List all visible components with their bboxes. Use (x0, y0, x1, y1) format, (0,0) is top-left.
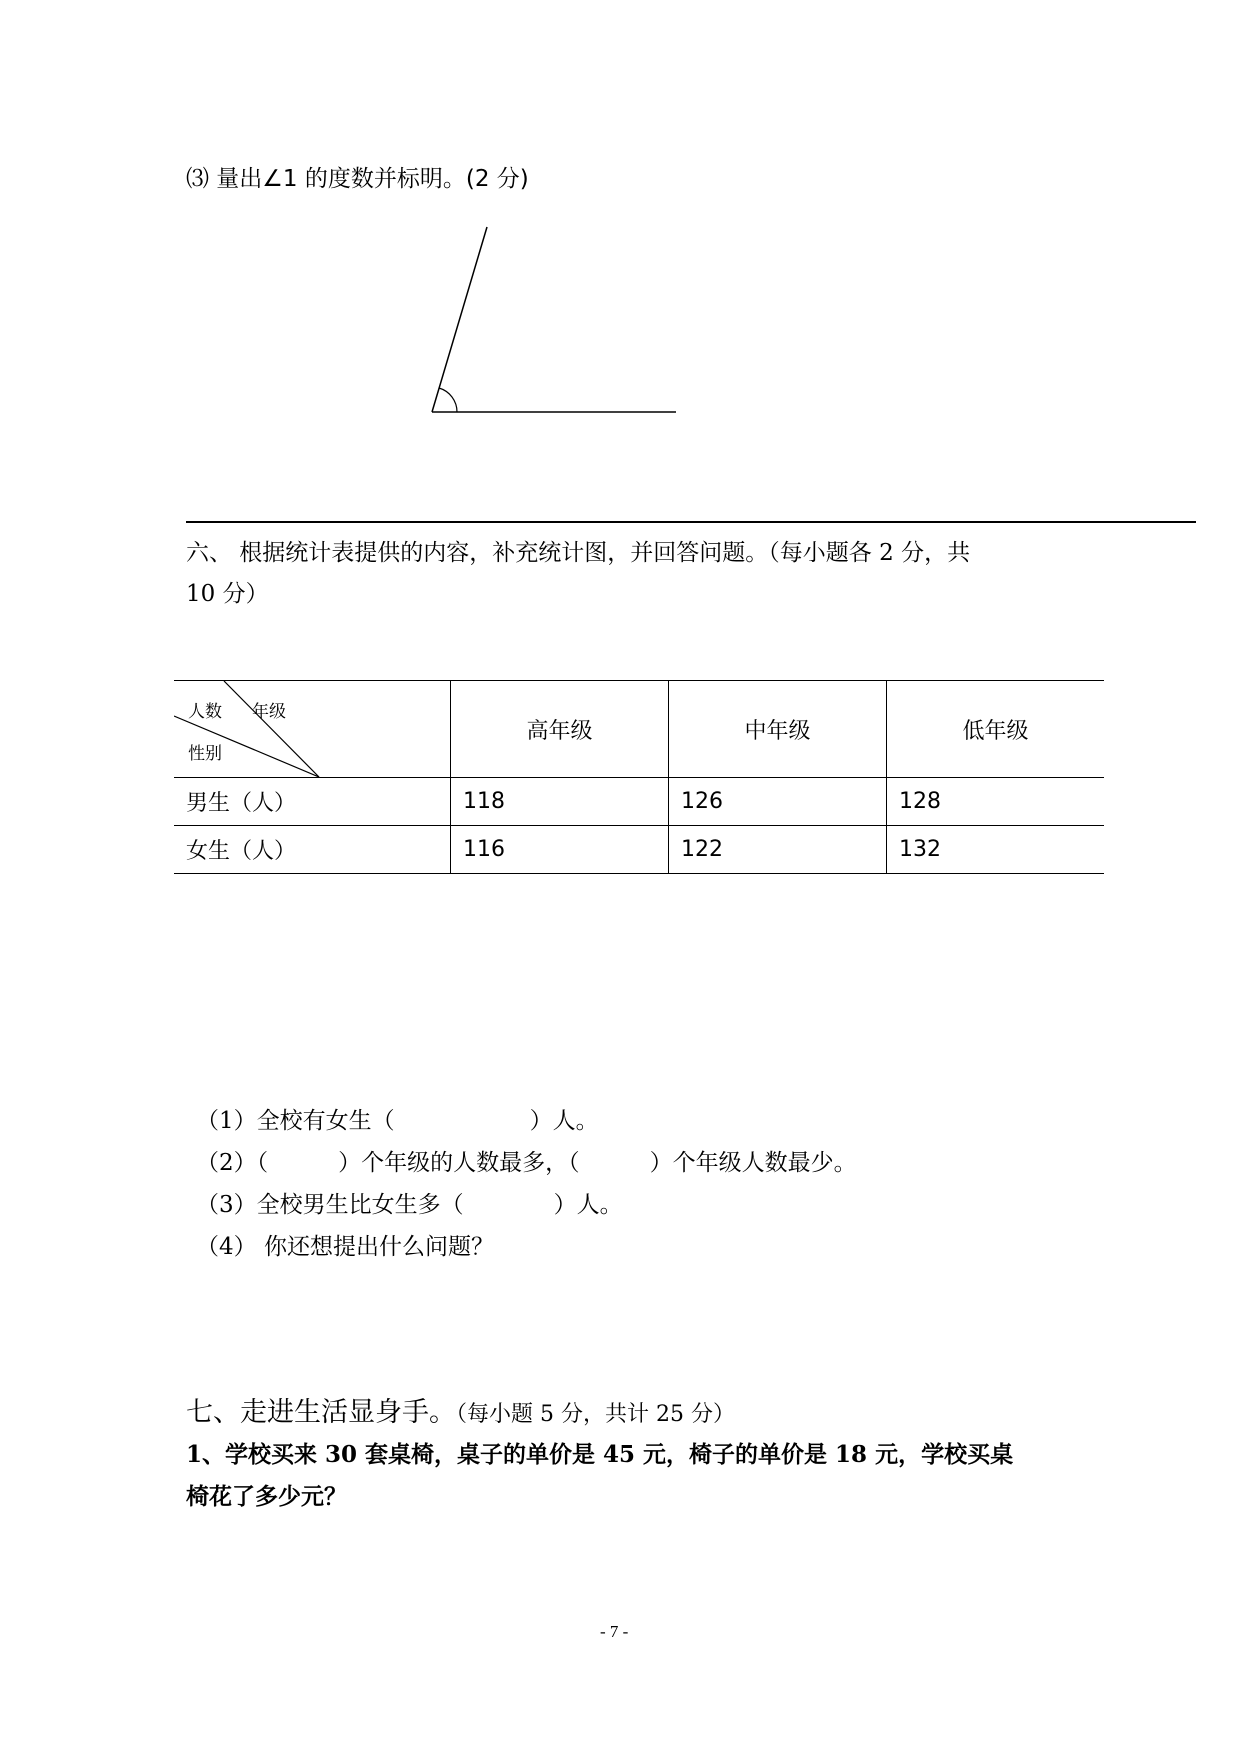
question-1-text-end: ）人。 (529, 1108, 599, 1134)
row-label-girls: 女生（人） (174, 826, 451, 874)
diagonal-header-cell (174, 681, 451, 778)
section-divider (186, 521, 1196, 523)
section6-heading: 六、 根据统计表提供的内容，补充统计图，并回答问题。（每小题各 2 分，共 (186, 540, 971, 566)
section7-note: （每小题 5 分，共计 25 分） (456, 1402, 735, 1427)
cell-boys-middle: 126 (669, 778, 887, 826)
cell-girls-junior: 132 (887, 826, 1105, 874)
table-row (174, 826, 1104, 874)
question-3-text-end: ）人。 (553, 1192, 623, 1218)
question-1-text: （1）全校有女生（ (196, 1108, 395, 1134)
problem-1-line-2: 椅花了多少元？ (186, 1483, 347, 1510)
angle-arc (439, 388, 457, 412)
problem-1-line-1: 1、学校买来 30 套桌椅，桌子的单价是 45 元，椅子的单价是 18 元，学校买桌 (186, 1441, 1014, 1468)
question-2-text-mid: ）个年级的人数最多，（ (338, 1150, 580, 1176)
section7-heading (186, 1390, 735, 1429)
header-middle: 中年级 (669, 681, 887, 778)
table-header-row (174, 681, 1104, 778)
corner-label-gender: 性别 (188, 744, 222, 764)
angle-ray-upper (432, 227, 487, 412)
corner-label-grade: 年级 (252, 702, 286, 722)
angle-question: ⑶ 量出∠1 的度数并标明。(2 分) (186, 166, 529, 192)
cell-boys-junior: 128 (887, 778, 1105, 826)
cell-boys-senior: 118 (451, 778, 669, 826)
section7-title: 七、走进生活显身手。 (186, 1397, 456, 1428)
question-1 (196, 1102, 599, 1135)
table-row (174, 778, 1104, 826)
page-number: - 7 - (600, 1622, 629, 1641)
question-4: （4） 你还想提出什么问题？ (196, 1234, 494, 1260)
cell-girls-senior: 116 (451, 826, 669, 874)
row-label-boys: 男生（人） (174, 778, 451, 826)
angle-figure (420, 222, 680, 422)
statistics-table (174, 680, 1104, 874)
question-2-text: （2）（ (196, 1150, 269, 1176)
question-2-text-end: ）个年级人数最少。 (649, 1150, 857, 1176)
question-3 (196, 1186, 623, 1219)
section6-heading-cont: 10 分） (186, 581, 269, 607)
header-junior: 低年级 (887, 681, 1105, 778)
cell-girls-middle: 122 (669, 826, 887, 874)
question-3-text: （3）全校男生比女生多（ (196, 1192, 464, 1218)
corner-label-count: 人数 (188, 702, 222, 722)
question-2 (196, 1144, 857, 1177)
header-senior: 高年级 (451, 681, 669, 778)
